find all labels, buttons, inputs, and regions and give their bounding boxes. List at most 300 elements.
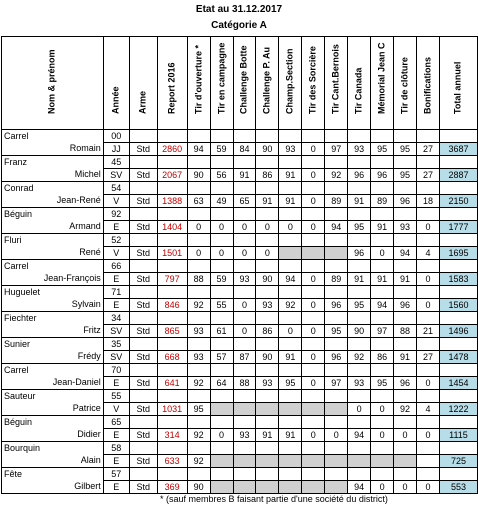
spacer-cell	[129, 390, 157, 403]
score-cell: 90	[256, 273, 279, 286]
spacer-cell	[348, 468, 371, 481]
age-category: E	[103, 429, 129, 442]
birth-year: 57	[103, 468, 129, 481]
column-header[interactable]	[417, 37, 440, 130]
total-cell: 1777	[439, 221, 477, 234]
weapon: Std	[129, 481, 157, 494]
spacer-cell	[371, 312, 394, 325]
header-row	[2, 37, 478, 130]
spacer-cell	[233, 468, 256, 481]
spacer-cell	[348, 364, 371, 377]
weapon: Std	[129, 455, 157, 468]
spacer-cell	[279, 234, 302, 247]
column-header[interactable]	[103, 37, 129, 130]
spacer-cell	[129, 234, 157, 247]
bonification-cell	[417, 455, 440, 468]
table-row	[2, 247, 478, 260]
score-cell: 92	[279, 299, 302, 312]
score-cell: 0	[302, 169, 325, 182]
spacer-cell	[210, 286, 233, 299]
table-row	[2, 481, 478, 494]
age-category: SV	[103, 325, 129, 338]
spacer-cell	[279, 208, 302, 221]
spacer-cell	[233, 234, 256, 247]
table-row	[2, 468, 478, 481]
spacer-cell	[325, 338, 348, 351]
score-cell: 0	[371, 403, 394, 416]
table-row	[2, 416, 478, 429]
column-header[interactable]	[129, 37, 157, 130]
first-name: Alain	[2, 455, 104, 468]
table-row	[2, 455, 478, 468]
page-title: Etat au 31.12.2017	[195, 4, 283, 15]
bonification-cell: 0	[417, 273, 440, 286]
score-cell: 92	[187, 299, 210, 312]
spacer-cell	[256, 182, 279, 195]
spacer-cell	[439, 208, 477, 221]
table-row	[2, 299, 478, 312]
score-cell: 0	[279, 325, 302, 338]
weapon: Std	[129, 299, 157, 312]
spacer-cell	[129, 312, 157, 325]
column-header[interactable]	[187, 37, 210, 130]
column-header-label: Mémorial Jean C	[376, 42, 387, 114]
score-cell: 95	[394, 169, 417, 182]
spacer-cell	[417, 260, 440, 273]
spacer-cell	[187, 338, 210, 351]
table-row	[2, 130, 478, 143]
spacer-cell	[210, 156, 233, 169]
spacer-cell	[187, 234, 210, 247]
spacer-cell	[279, 416, 302, 429]
spacer-cell	[129, 130, 157, 143]
total-cell: 1583	[439, 273, 477, 286]
spacer-cell	[256, 260, 279, 273]
spacer-cell	[439, 416, 477, 429]
spacer-cell	[279, 156, 302, 169]
score-cell: 90	[187, 169, 210, 182]
report-value: 314	[157, 429, 187, 442]
report-value: 1404	[157, 221, 187, 234]
spacer-cell	[325, 286, 348, 299]
score-cell: 0	[187, 247, 210, 260]
column-header-label: Bonifications	[422, 56, 433, 114]
score-cell: 0	[210, 429, 233, 442]
last-name: Carrel	[2, 130, 104, 143]
spacer-cell	[233, 442, 256, 455]
spacer-cell	[256, 364, 279, 377]
spacer-cell	[417, 234, 440, 247]
first-name: Jean-François	[2, 273, 104, 286]
spacer-cell	[348, 312, 371, 325]
spacer-cell	[210, 312, 233, 325]
score-cell: 95	[348, 299, 371, 312]
category-title: Catégorie A	[211, 20, 267, 31]
column-header[interactable]	[279, 37, 302, 130]
spacer-cell	[417, 156, 440, 169]
spacer-cell	[210, 182, 233, 195]
last-name: Sunier	[2, 338, 104, 351]
spacer-cell	[302, 234, 325, 247]
spacer-cell	[302, 390, 325, 403]
table-row	[2, 429, 478, 442]
weapon: Std	[129, 429, 157, 442]
spacer-cell	[439, 390, 477, 403]
spacer-cell	[233, 156, 256, 169]
spacer-cell	[157, 286, 187, 299]
bonification-cell: 4	[417, 403, 440, 416]
spacer-cell	[302, 182, 325, 195]
table-row	[2, 312, 478, 325]
spacer-cell	[279, 442, 302, 455]
birth-year: 71	[103, 286, 129, 299]
score-cell: 0	[233, 325, 256, 338]
spacer-cell	[157, 442, 187, 455]
first-name: Fritz	[2, 325, 104, 338]
score-cell: 96	[348, 169, 371, 182]
spacer-cell	[417, 364, 440, 377]
spacer-cell	[256, 338, 279, 351]
spacer-cell	[325, 182, 348, 195]
column-header-label: Tir des Sorcière	[307, 46, 318, 114]
age-category: V	[103, 195, 129, 208]
birth-year: 54	[103, 182, 129, 195]
spacer-cell	[439, 156, 477, 169]
score-cell: 96	[325, 299, 348, 312]
score-cell: 94	[348, 429, 371, 442]
spacer-cell	[233, 312, 256, 325]
score-cell: 97	[371, 325, 394, 338]
score-cell: 96	[348, 247, 371, 260]
score-cell	[348, 455, 371, 468]
age-category: JJ	[103, 143, 129, 156]
spacer-cell	[210, 416, 233, 429]
spacer-cell	[302, 130, 325, 143]
first-name: Frédy	[2, 351, 104, 364]
report-value: 1501	[157, 247, 187, 260]
score-cell: 92	[187, 377, 210, 390]
column-header[interactable]	[256, 37, 279, 130]
birth-year: 45	[103, 156, 129, 169]
first-name: Michel	[2, 169, 104, 182]
spacer-cell	[157, 260, 187, 273]
spacer-cell	[302, 442, 325, 455]
report-value: 865	[157, 325, 187, 338]
first-name: Romain	[2, 143, 104, 156]
spacer-cell	[439, 364, 477, 377]
first-name: Patrice	[2, 403, 104, 416]
column-header-label: Arme	[137, 90, 148, 114]
spacer-cell	[325, 390, 348, 403]
spacer-cell	[394, 338, 417, 351]
score-cell: 94	[394, 247, 417, 260]
birth-year: 65	[103, 416, 129, 429]
spacer-cell	[210, 260, 233, 273]
spacer-cell	[187, 130, 210, 143]
total-cell: 1478	[439, 351, 477, 364]
first-name: Jean-Daniel	[2, 377, 104, 390]
score-cell: 91	[279, 429, 302, 442]
score-cell: 96	[394, 195, 417, 208]
column-header[interactable]	[371, 37, 394, 130]
report-value: 668	[157, 351, 187, 364]
spacer-cell	[417, 182, 440, 195]
spacer-cell	[439, 130, 477, 143]
spacer-cell	[187, 156, 210, 169]
birth-year: 35	[103, 338, 129, 351]
spacer-cell	[439, 182, 477, 195]
score-cell	[325, 455, 348, 468]
score-cell: 91	[279, 195, 302, 208]
spacer-cell	[129, 364, 157, 377]
first-name: Armand	[2, 221, 104, 234]
score-cell: 93	[256, 377, 279, 390]
weapon: Std	[129, 221, 157, 234]
spacer-cell	[325, 312, 348, 325]
spacer-cell	[157, 364, 187, 377]
spacer-cell	[256, 234, 279, 247]
spacer-cell	[325, 416, 348, 429]
score-cell: 91	[371, 221, 394, 234]
score-cell: 63	[187, 195, 210, 208]
total-cell: 1695	[439, 247, 477, 260]
score-cell: 95	[279, 377, 302, 390]
spacer-cell	[394, 130, 417, 143]
column-header[interactable]	[439, 37, 477, 130]
score-cell: 93	[394, 221, 417, 234]
age-category: SV	[103, 351, 129, 364]
spacer-cell	[302, 260, 325, 273]
results-table	[1, 36, 478, 494]
bonification-cell: 21	[417, 325, 440, 338]
spacer-cell	[394, 182, 417, 195]
last-name: Fiechter	[2, 312, 104, 325]
spacer-cell	[348, 130, 371, 143]
last-name: Franz	[2, 156, 104, 169]
age-category: SV	[103, 169, 129, 182]
column-header[interactable]	[348, 37, 371, 130]
score-cell: 88	[233, 377, 256, 390]
score-cell	[394, 455, 417, 468]
spacer-cell	[187, 260, 210, 273]
spacer-cell	[302, 468, 325, 481]
spacer-cell	[302, 286, 325, 299]
spacer-cell	[256, 390, 279, 403]
score-cell	[302, 455, 325, 468]
score-cell: 95	[371, 143, 394, 156]
spacer-cell	[157, 416, 187, 429]
score-cell: 92	[394, 403, 417, 416]
spacer-cell	[210, 468, 233, 481]
score-cell: 93	[348, 143, 371, 156]
column-header-label: Année	[110, 86, 121, 114]
spacer-cell	[302, 416, 325, 429]
table-row	[2, 221, 478, 234]
spacer-cell	[187, 468, 210, 481]
score-cell	[279, 247, 302, 260]
column-header-label: Report 2016	[166, 62, 177, 114]
score-cell	[302, 481, 325, 494]
score-cell	[233, 455, 256, 468]
total-cell: 3687	[439, 143, 477, 156]
score-cell: 86	[371, 351, 394, 364]
spacer-cell	[348, 234, 371, 247]
spacer-cell	[233, 182, 256, 195]
spacer-cell	[129, 338, 157, 351]
spacer-cell	[325, 468, 348, 481]
spacer-cell	[210, 442, 233, 455]
score-cell: 87	[233, 351, 256, 364]
spacer-cell	[417, 442, 440, 455]
spacer-cell	[233, 416, 256, 429]
column-header[interactable]	[2, 37, 104, 130]
last-name: Huguelet	[2, 286, 104, 299]
score-cell: 95	[371, 377, 394, 390]
spacer-cell	[325, 260, 348, 273]
score-cell: 0	[394, 429, 417, 442]
spacer-cell	[417, 390, 440, 403]
age-category: V	[103, 247, 129, 260]
bonification-cell: 0	[417, 299, 440, 312]
age-category: E	[103, 455, 129, 468]
spacer-cell	[279, 260, 302, 273]
score-cell: 93	[256, 299, 279, 312]
score-cell: 0	[371, 247, 394, 260]
table-row	[2, 390, 478, 403]
results-sheet	[1, 36, 478, 494]
spacer-cell	[371, 234, 394, 247]
spacer-cell	[394, 468, 417, 481]
spacer-cell	[187, 182, 210, 195]
age-category: V	[103, 403, 129, 416]
score-cell: 89	[325, 195, 348, 208]
spacer-cell	[348, 442, 371, 455]
score-cell: 91	[394, 351, 417, 364]
bonification-cell: 4	[417, 247, 440, 260]
spacer-cell	[325, 156, 348, 169]
score-cell: 0	[279, 221, 302, 234]
column-header[interactable]	[233, 37, 256, 130]
bonification-cell: 0	[417, 377, 440, 390]
column-header[interactable]	[157, 37, 187, 130]
score-cell: 0	[302, 299, 325, 312]
column-header[interactable]	[394, 37, 417, 130]
spacer-cell	[256, 312, 279, 325]
weapon: Std	[129, 273, 157, 286]
spacer-cell	[233, 390, 256, 403]
spacer-cell	[439, 468, 477, 481]
spacer-cell	[439, 234, 477, 247]
score-cell: 95	[187, 403, 210, 416]
column-header[interactable]	[302, 37, 325, 130]
spacer-cell	[348, 260, 371, 273]
spacer-cell	[348, 390, 371, 403]
spacer-cell	[233, 208, 256, 221]
score-cell: 56	[210, 169, 233, 182]
total-cell: 725	[439, 455, 477, 468]
score-cell: 96	[394, 377, 417, 390]
spacer-cell	[210, 130, 233, 143]
spacer-cell	[325, 208, 348, 221]
spacer-cell	[256, 442, 279, 455]
age-category: E	[103, 377, 129, 390]
spacer-cell	[394, 416, 417, 429]
spacer-cell	[394, 234, 417, 247]
spacer-cell	[256, 208, 279, 221]
table-row	[2, 377, 478, 390]
column-header[interactable]	[325, 37, 348, 130]
spacer-cell	[417, 416, 440, 429]
score-cell: 0	[233, 299, 256, 312]
score-cell: 86	[256, 169, 279, 182]
score-cell: 92	[325, 169, 348, 182]
spacer-cell	[417, 468, 440, 481]
spacer-cell	[348, 156, 371, 169]
column-header[interactable]	[210, 37, 233, 130]
score-cell: 0	[302, 429, 325, 442]
spacer-cell	[371, 156, 394, 169]
weapon: Std	[129, 351, 157, 364]
spacer-cell	[417, 286, 440, 299]
score-cell	[325, 247, 348, 260]
spacer-cell	[210, 234, 233, 247]
table-row	[2, 208, 478, 221]
table-row	[2, 143, 478, 156]
spacer-cell	[371, 130, 394, 143]
score-cell	[233, 403, 256, 416]
footnote: * (sauf membres B faisant partie d'une société du district)	[160, 494, 388, 504]
spacer-cell	[129, 208, 157, 221]
report-value: 797	[157, 273, 187, 286]
weapon: Std	[129, 377, 157, 390]
spacer-cell	[348, 338, 371, 351]
score-cell: 91	[348, 195, 371, 208]
column-header-label: Champ.Section	[284, 48, 295, 114]
spacer-cell	[417, 208, 440, 221]
score-cell: 57	[210, 351, 233, 364]
table-row	[2, 286, 478, 299]
score-cell	[371, 455, 394, 468]
spacer-cell	[210, 390, 233, 403]
spacer-cell	[233, 286, 256, 299]
table-row	[2, 325, 478, 338]
score-cell: 91	[279, 169, 302, 182]
spacer-cell	[157, 234, 187, 247]
spacer-cell	[129, 286, 157, 299]
score-cell: 0	[256, 247, 279, 260]
table-row	[2, 182, 478, 195]
spacer-cell	[325, 234, 348, 247]
weapon: Std	[129, 247, 157, 260]
spacer-cell	[187, 390, 210, 403]
score-cell: 96	[394, 299, 417, 312]
weapon: Std	[129, 325, 157, 338]
spacer-cell	[157, 156, 187, 169]
spacer-cell	[256, 130, 279, 143]
spacer-cell	[129, 442, 157, 455]
score-cell: 0	[371, 429, 394, 442]
spacer-cell	[439, 442, 477, 455]
spacer-cell	[394, 156, 417, 169]
spacer-cell	[371, 468, 394, 481]
report-value: 369	[157, 481, 187, 494]
score-cell: 90	[256, 351, 279, 364]
birth-year: 58	[103, 442, 129, 455]
spacer-cell	[157, 130, 187, 143]
score-cell: 93	[348, 377, 371, 390]
birth-year: 55	[103, 390, 129, 403]
last-name: Conrad	[2, 182, 104, 195]
